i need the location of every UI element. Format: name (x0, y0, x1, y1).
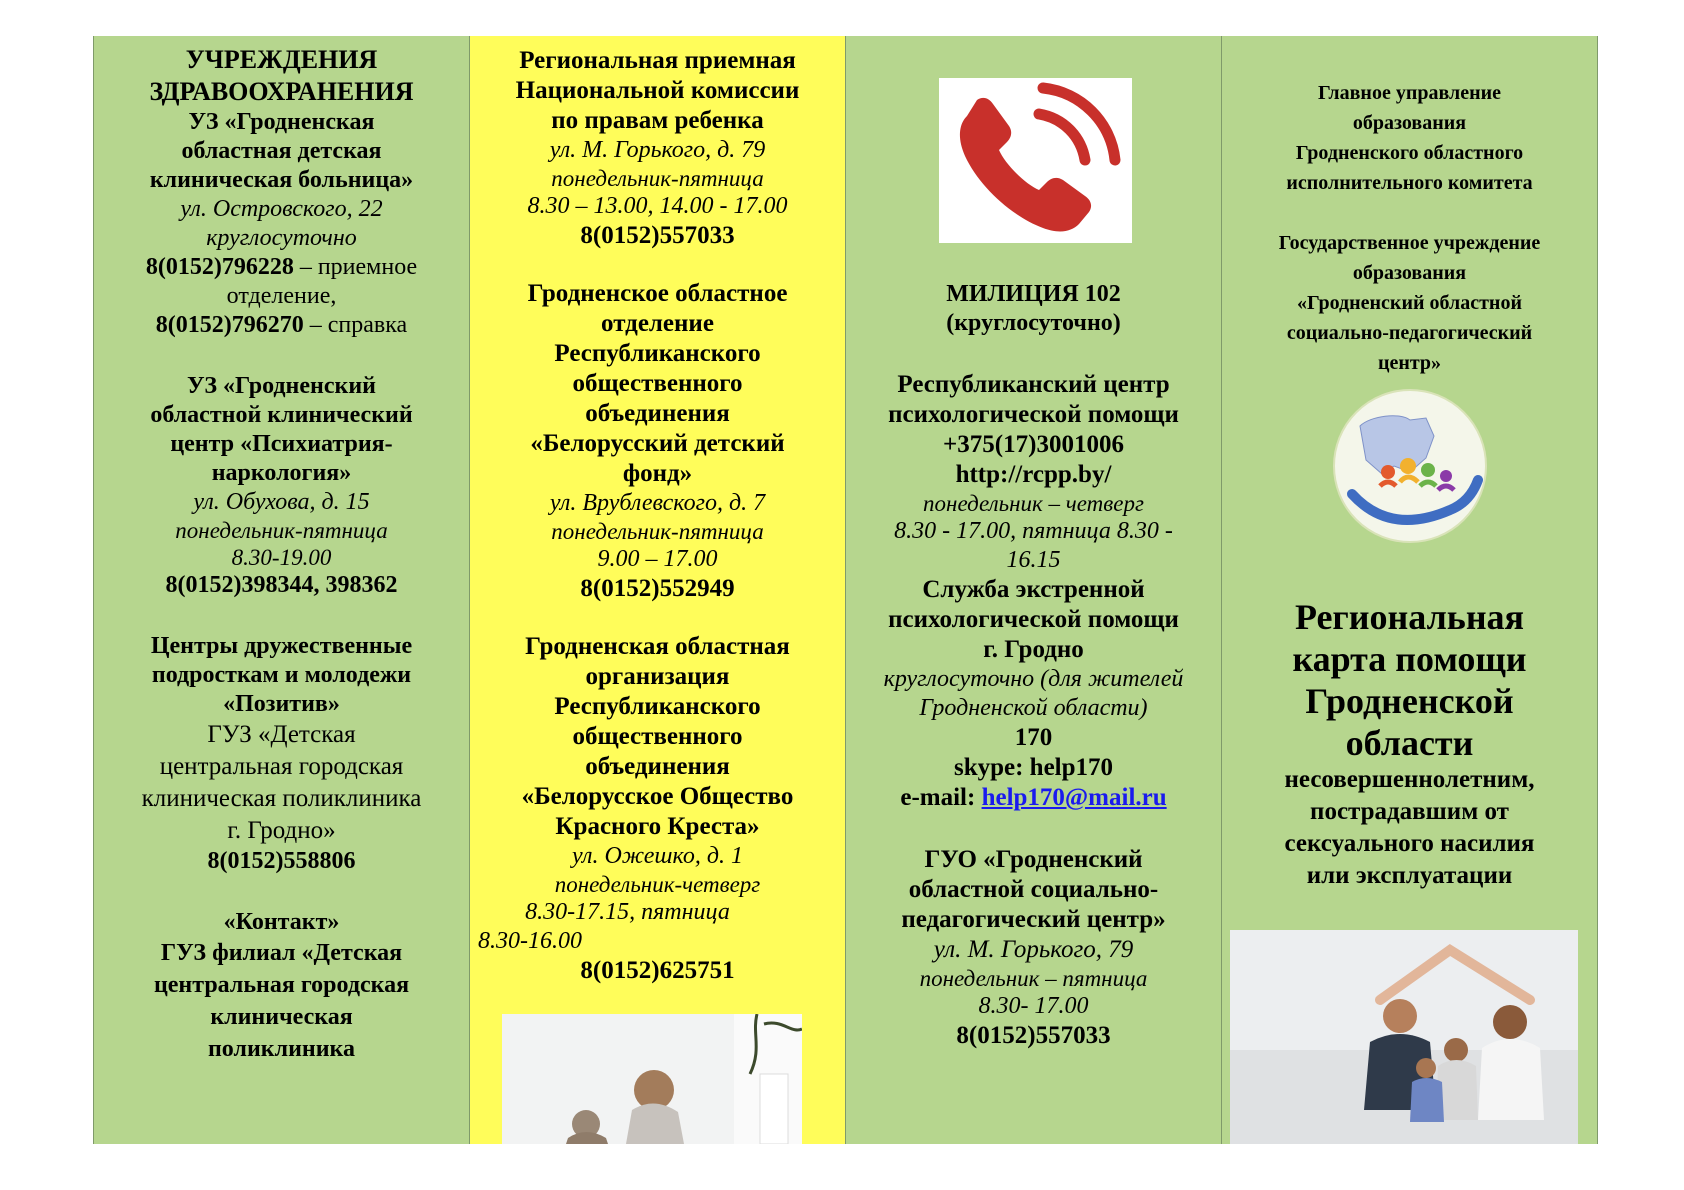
emergency-number: 170 (1014, 724, 1053, 751)
org-title: Центры дружественные подросткам и молодежи «Позитив» (150, 633, 413, 717)
org-hours: понедельник – четверг (923, 491, 1144, 516)
org-website[interactable]: http://rcpp.by/ (955, 461, 1112, 488)
org-hours: понедельник-пятница (551, 166, 764, 191)
emergency-psych-service: Служба экстренной психологической помощи г. Гродно круглосуточно (для жителей Гродненской области) 170 skype: help170 e-mail: help170@mail.ru (854, 575, 1213, 813)
org-phone: 8(0152)625751 (580, 957, 735, 984)
org-psychiatry-center (102, 372, 461, 600)
org-address: ул. Островского, 22 (180, 196, 383, 222)
phone-icon (939, 78, 1132, 243)
family-photo (1230, 930, 1578, 1144)
org-contact (102, 908, 461, 1065)
family-illustration (1230, 930, 1578, 1144)
publisher-education-dept: Главное управление образования Гродненского областного исполнительного комитета (1286, 82, 1533, 194)
org-children-fund (478, 279, 837, 604)
org-name: ГУЗ «Детская центральная городская клиническая поликлиника г. Гродно» (141, 721, 422, 844)
email-link[interactable]: help170@mail.ru (981, 784, 1167, 811)
org-phone: +375(17)3001006 (943, 431, 1124, 458)
org-name: Гродненская областная организация Республиканского общественного объединения «Белорусское Общество Красного Креста» (521, 633, 794, 840)
column-health-institutions (93, 36, 469, 1144)
column-organizations (469, 36, 845, 1144)
psych-center-rcpp: Республиканский центр психологической помощи +375(17)3001006 http://rcpp.by/ понедельник – четверг 8.30 - 17.00, пятница 8.30 - 16.15 (854, 370, 1213, 575)
org-name: Республиканский центр психологической помощи (888, 371, 1179, 428)
org-address: ул. М. Горького, 79 (933, 936, 1134, 963)
org-name: УЗ «Гродненский областной клинический центр «Психиатрия- наркология» (150, 373, 413, 486)
logo-emblem (1330, 386, 1490, 546)
org-hours: круглосуточно (206, 225, 357, 251)
org-guo-center (854, 845, 1213, 1051)
brochure-subtitle: несовершеннолетним, пострадавшим от сексуального насилия или эксплуатации (1284, 766, 1535, 889)
org-name: ГУЗ филиал «Детская центральная городская клиническая поликлиника (153, 940, 410, 1062)
org-address: ул. Обухова, д. 15 (193, 489, 370, 515)
org-phone: 8(0152)398344, 398362 (165, 572, 398, 598)
org-hours: понедельник – пятница (919, 966, 1148, 991)
police-hotline: МИЛИЦИЯ 102 (круглосуточно) (946, 281, 1121, 336)
org-address: ул. Ожешко, д. 1 (571, 843, 744, 869)
org-name: ГУО «Гродненский областной социально- педагогический центр» (901, 846, 1166, 933)
center-logo (1330, 386, 1490, 546)
org-children-rights-commission (478, 46, 837, 251)
column-hotlines (845, 36, 1221, 1144)
org-address: ул. М. Горького, д. 79 (549, 137, 766, 163)
org-hours: понедельник-пятница (551, 519, 764, 544)
child-with-teddy-photo (502, 1014, 802, 1144)
child-illustration (502, 1014, 802, 1144)
org-phone-info: 8(0152)796270 – справка (155, 312, 408, 338)
brochure-title: Региональная карта помощи Гродненской области (1292, 597, 1527, 763)
section-header: УЧРЕЖДЕНИЯ ЗДРАВООХРАНЕНИЯ (149, 45, 414, 106)
org-time: 9.00 – 17.00 (597, 546, 718, 572)
phone-handset-icon (939, 78, 1132, 243)
org-hours: круглосуточно (для жителей (883, 666, 1184, 692)
org-hours: понедельник-пятница (175, 518, 388, 543)
org-name: Гродненское областное отделение Республиканского общественного объединения «Белорусский детский фонд» (527, 280, 788, 487)
publisher-social-center: Государственное учреждение образования «Гродненский областной социально-педагогический центр» (1278, 232, 1541, 374)
email-contact: e-mail: help170@mail.ru (900, 784, 1167, 811)
org-phone: 8(0152)557033 (956, 1022, 1111, 1049)
org-name: Региональная приемная Национальной комиссии по правам ребенка (515, 47, 800, 134)
org-phone: 8(0152)552949 (580, 575, 735, 602)
org-name: УЗ «Гродненская областная детская клиническая больница» (149, 109, 414, 193)
org-positive-center (102, 632, 461, 876)
skype-contact: skype: help170 (953, 754, 1114, 781)
org-title: «Контакт» (223, 909, 340, 935)
org-red-cross: Гродненская областная организация Республиканского общественного объединения «Белорусское Общество Красного Креста» ул. Ожешко, д. 1 понедельник-четверг 8.30-17.15, пятница 8.30-16.00 8(0152)625751 (478, 632, 837, 986)
org-name: Служба экстренной психологической помощи г. Гродно (888, 576, 1179, 663)
org-time: 8.30-19.00 (231, 545, 332, 570)
org-time: 8.30-17.15, пятница (525, 899, 730, 925)
org-time: 8.30 – 13.00, 14.00 - 17.00 (527, 193, 788, 219)
org-address: ул. Врублевского, д. 7 (549, 490, 766, 516)
org-phone: 8(0152)558806 (207, 848, 356, 874)
org-hours: понедельник-четверг (554, 872, 761, 897)
org-time: 8.30- 17.00 (978, 993, 1089, 1019)
org-phone-reception: 8(0152)796228 – приемное (145, 254, 418, 280)
org-phone: 8(0152)557033 (580, 222, 735, 249)
org-children-hospital: УЗ «Гродненская областная детская клиническая больница» ул. Островского, 22 круглосуточно 8(0152)796228 – приемное отделение, 8(0152)796270 – справка (102, 108, 461, 340)
column-cover (1221, 36, 1598, 1144)
org-time: 8.30 - 17.00, пятница 8.30 - (894, 518, 1173, 544)
